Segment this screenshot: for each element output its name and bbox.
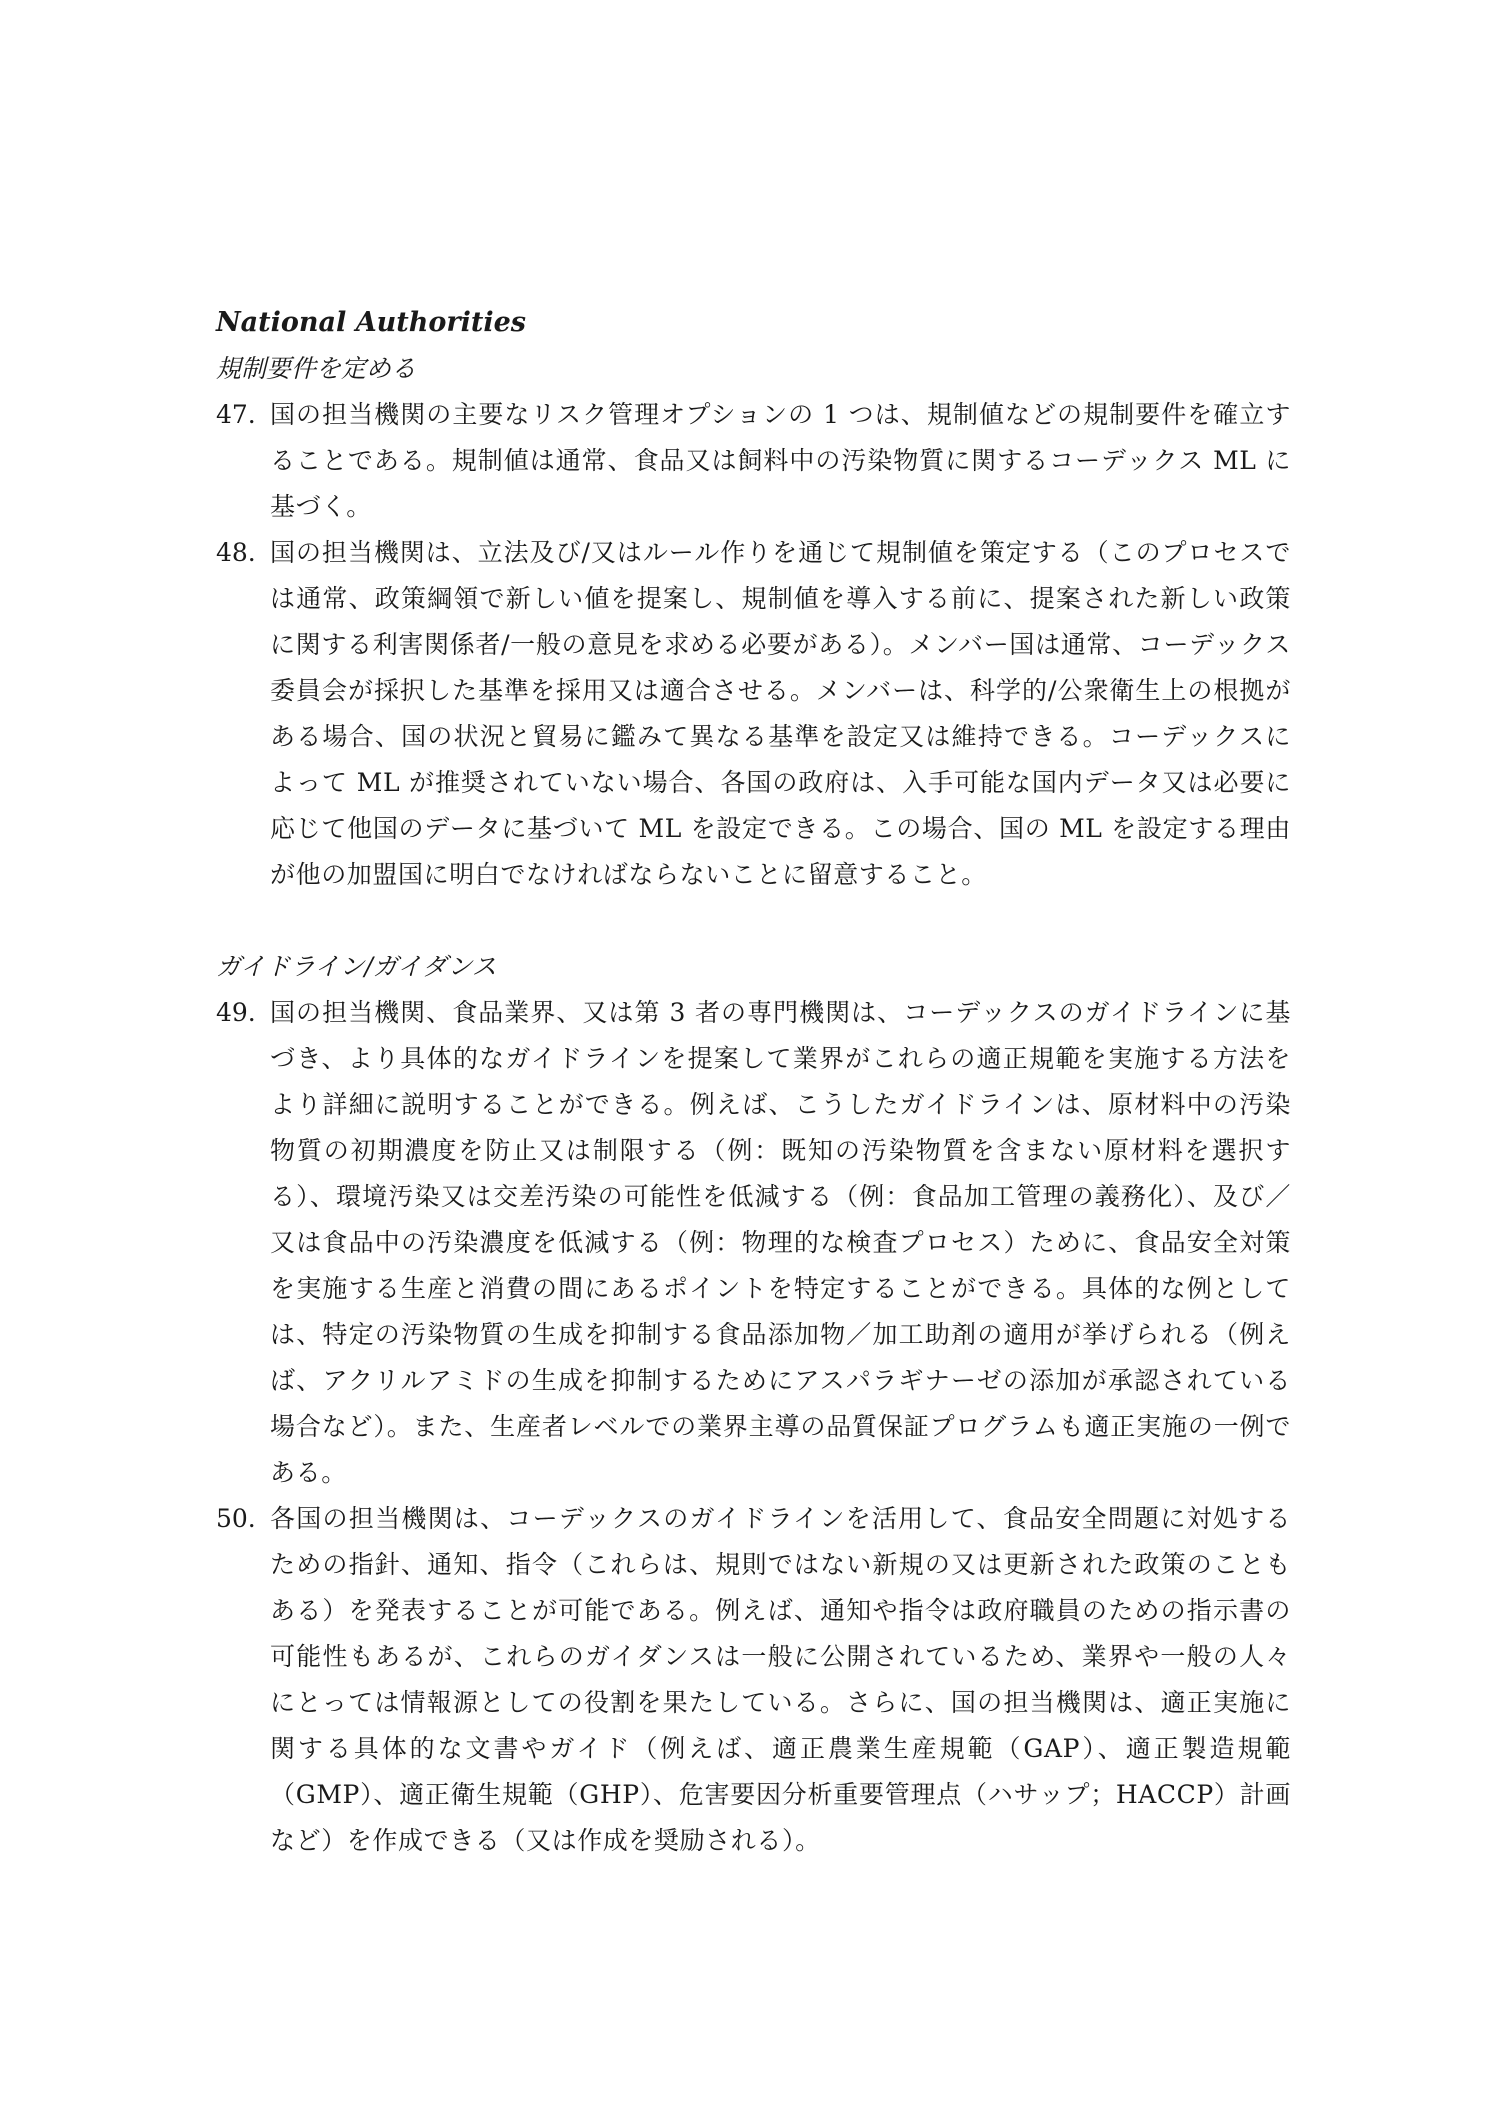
paragraph-text: 国の担当機関は、立法及び/又はルール作りを通じて規制値を策定する（このプロセスでは通常、政策綱領で新しい値を提案し、規制値を導入する前に、提案された新しい政策に関する利害関係者/一般の意見を求める必要がある）。メンバー国は通常、コーデックス委員会が採択した基準を採用又は適合させる。メンバーは、科学的/公衆衛生上の根拠がある場合、国の状況と貿易に鑑みて異なる基準を設定又は維持できる。コーデックスによって ML が推奨されていない場合、各国の政府は、入手可能な国内データ又は必要に応じて他国のデータに基づいて ML を設定できる。この場合、国の ML を設定する理由が他の加盟国に明白でなければならないことに留意すること。	[270, 538, 1291, 889]
paragraph-number: 47.	[216, 400, 256, 429]
paragraph-text: 各国の担当機関は、コーデックスのガイドラインを活用して、食品安全問題に対処するための指針、通知、指令（これらは、規則ではない新規の又は更新された政策のこともある）を発表することが可能である。例えば、通知や指令は政府職員のための指示書の可能性もあるが、これらのガイダンスは一般に公開されているため、業界や一般の人々にとっては情報源としての役割を果たしている。さらに、国の担当機関は、適正実施に関する具体的な文書やガイド（例えば、適正農業生産規範（GAP）、適正製造規範（GMP）、適正衛生規範（GHP）、危害要因分析重要管理点（ハサップ；HACCP）計画など）を作成できる（又は作成を奨励される）。	[270, 1504, 1291, 1855]
paragraph-text: 国の担当機関の主要なリスク管理オプションの 1 つは、規制値などの規制要件を確立することである。規制値は通常、食品又は飼料中の汚染物質に関するコーデックス ML に基づく。	[270, 400, 1291, 521]
subsection-regulatory-requirements	[216, 346, 1291, 898]
paragraph-47	[216, 392, 1291, 530]
paragraph-number: 48.	[216, 538, 256, 567]
paragraph-50	[216, 1496, 1291, 1864]
section-title: National Authorities	[216, 307, 526, 338]
document-page	[216, 300, 1291, 1864]
paragraph-48	[216, 530, 1291, 898]
subsection-heading: 規制要件を定める	[216, 354, 417, 383]
paragraph-number: 49.	[216, 998, 256, 1027]
paragraph-number: 50.	[216, 1504, 256, 1533]
paragraph-text: 国の担当機関、食品業界、又は第 3 者の専門機関は、コーデックスのガイドラインに基づき、より具体的なガイドラインを提案して業界がこれらの適正規範を実施する方法をより詳細に説明することができる。例えば、こうしたガイドラインは、原材料中の汚染物質の初期濃度を防止又は制限する（例：既知の汚染物質を含まない原材料を選択する）、環境汚染又は交差汚染の可能性を低減する（例：食品加工管理の義務化）、及び／又は食品中の汚染濃度を低減する（例：物理的な検査プロセス）ために、食品安全対策を実施する生産と消費の間にあるポイントを特定することができる。具体的な例としては、特定の汚染物質の生成を抑制する食品添加物／加工助剤の適用が挙げられる（例えば、アクリルアミドの生成を抑制するためにアスパラギナーゼの添加が承認されている場合など）。また、生産者レベルでの業界主導の品質保証プログラムも適正実施の一例である。	[270, 998, 1291, 1487]
subsection-guidelines	[216, 944, 1291, 1864]
subsection-heading: ガイドライン/ガイダンス	[216, 952, 497, 981]
paragraph-49	[216, 990, 1291, 1496]
